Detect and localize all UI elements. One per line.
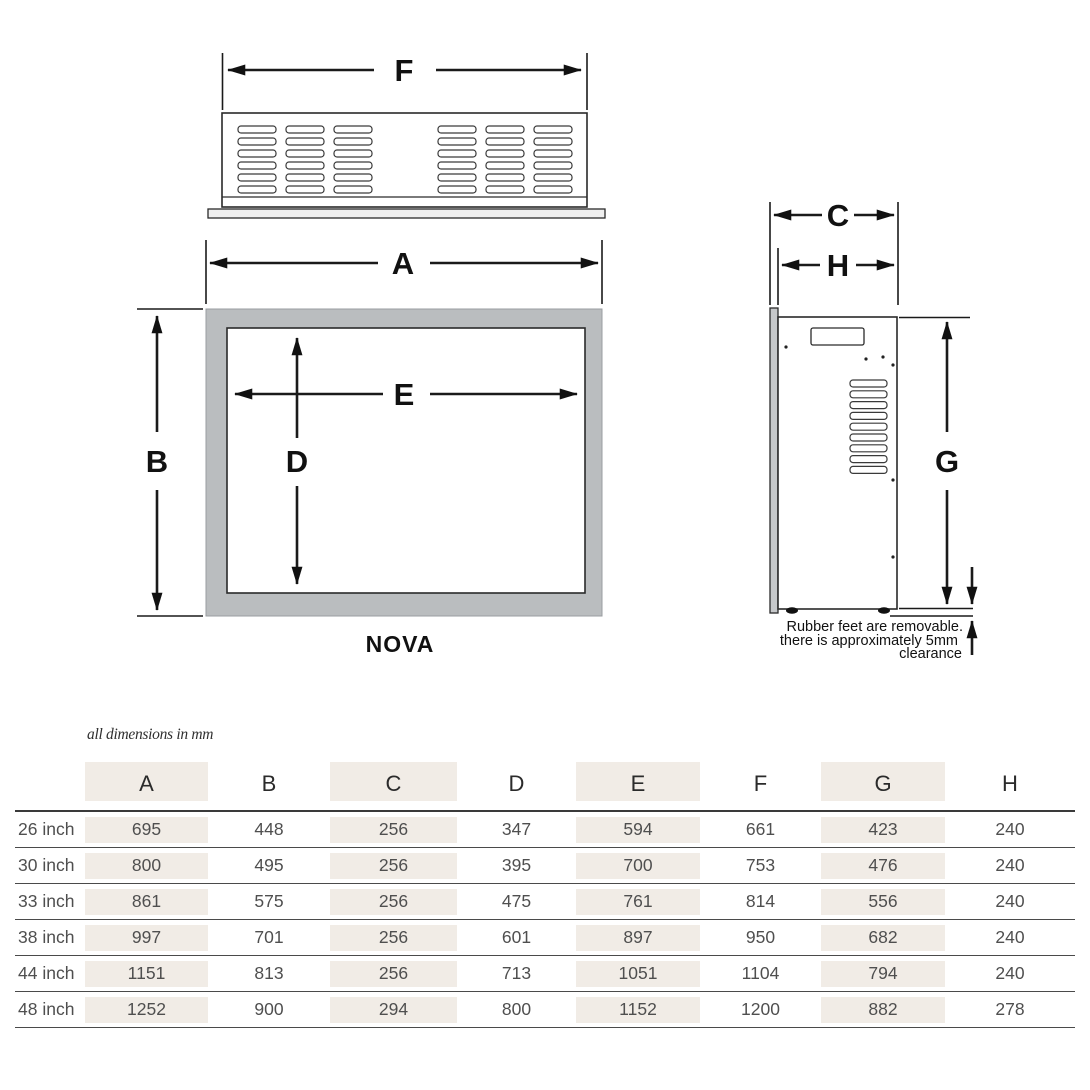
dim-value-B: 900	[208, 992, 330, 1028]
vent-slot	[286, 186, 324, 193]
vent-slot	[438, 138, 476, 145]
dim-value-E: 594	[576, 811, 700, 848]
dim-value-H: 278	[945, 992, 1075, 1028]
vent-slot	[486, 174, 524, 181]
vent-slot	[486, 162, 524, 169]
vent-slot	[238, 162, 276, 169]
col-header-A: A	[85, 758, 208, 811]
dim-value-G: 882	[821, 992, 945, 1028]
front-view	[137, 240, 602, 657]
dim-value-H: 240	[945, 920, 1075, 956]
dim-label-e: E	[393, 377, 415, 412]
note-line-1: Rubber feet are removable.	[786, 619, 963, 635]
row-label: 44 inch	[15, 956, 85, 992]
vent-slot	[438, 186, 476, 193]
col-header-H: H	[945, 758, 1075, 811]
vent-slot	[534, 138, 572, 145]
table-row	[15, 811, 1075, 848]
row-label: 33 inch	[15, 884, 85, 920]
header-row	[15, 758, 1075, 811]
dim-value-B: 575	[208, 884, 330, 920]
vent-slot	[286, 138, 324, 145]
junction-box	[811, 328, 864, 345]
side-vent-grid	[850, 380, 887, 473]
side-view	[770, 198, 973, 662]
vent-slot	[286, 174, 324, 181]
dim-value-H: 240	[945, 848, 1075, 884]
col-header-C: C	[330, 758, 457, 811]
dim-label-c: C	[826, 198, 850, 233]
note-line-3: clearance	[899, 646, 962, 662]
table-row	[15, 956, 1075, 992]
vent-slot	[534, 126, 572, 133]
model-name: NOVA	[365, 631, 435, 657]
dim-value-B: 495	[208, 848, 330, 884]
dim-value-D: 395	[457, 848, 576, 884]
dim-value-G: 476	[821, 848, 945, 884]
dim-value-D: 347	[457, 811, 576, 848]
dim-value-D: 475	[457, 884, 576, 920]
dim-label-f: F	[394, 53, 414, 88]
dim-value-B: 701	[208, 920, 330, 956]
vent-slot	[334, 126, 372, 133]
vent-slot	[850, 391, 887, 398]
vent-slot	[534, 186, 572, 193]
dim-value-G: 682	[821, 920, 945, 956]
vent-slot	[286, 162, 324, 169]
dim-label-a: A	[391, 246, 415, 281]
vent-slot	[438, 150, 476, 157]
vent-slot	[334, 174, 372, 181]
vent-slot	[850, 434, 887, 441]
vent-slot	[534, 150, 572, 157]
dim-value-F: 753	[700, 848, 821, 884]
vent-slot	[238, 150, 276, 157]
vent-slot	[486, 126, 524, 133]
vent-slot	[334, 138, 372, 145]
dim-value-C: 294	[330, 992, 457, 1028]
base-plate	[208, 209, 605, 218]
vent-slot	[438, 126, 476, 133]
dim-value-E: 1051	[576, 956, 700, 992]
table-row	[15, 992, 1075, 1028]
dim-value-F: 661	[700, 811, 821, 848]
dim-value-C: 256	[330, 848, 457, 884]
vent-slot	[334, 186, 372, 193]
dimensions-table	[15, 758, 1075, 1028]
rubber-feet-note	[780, 619, 963, 662]
vent-slot	[486, 186, 524, 193]
table-row	[15, 920, 1075, 956]
front-flange	[770, 308, 778, 613]
dim-value-E: 897	[576, 920, 700, 956]
row-label: 26 inch	[15, 811, 85, 848]
vent-slot	[850, 412, 887, 419]
dim-value-A: 695	[85, 811, 208, 848]
table-row	[15, 848, 1075, 884]
dim-value-A: 1252	[85, 992, 208, 1028]
vent-slot	[486, 150, 524, 157]
vent-slot	[850, 380, 887, 387]
dim-value-F: 1104	[700, 956, 821, 992]
dim-value-D: 800	[457, 992, 576, 1028]
dim-value-H: 240	[945, 811, 1075, 848]
vent-slot	[238, 126, 276, 133]
dim-label-d: D	[285, 444, 309, 479]
dim-value-H: 240	[945, 956, 1075, 992]
dim-value-A: 997	[85, 920, 208, 956]
note-line-2: there is approximately 5mm	[779, 633, 958, 649]
dim-value-D: 713	[457, 956, 576, 992]
front-opening	[227, 328, 585, 593]
dim-value-A: 861	[85, 884, 208, 920]
table-row	[15, 884, 1075, 920]
vent-slot	[534, 162, 572, 169]
vent-slot	[850, 402, 887, 409]
dim-value-G: 423	[821, 811, 945, 848]
dimensions-table-body	[15, 811, 1075, 1028]
dim-value-F: 950	[700, 920, 821, 956]
dim-label-h: H	[826, 248, 850, 283]
dim-value-C: 256	[330, 884, 457, 920]
col-header-E: E	[576, 758, 700, 811]
dim-value-F: 1200	[700, 992, 821, 1028]
dim-value-D: 601	[457, 920, 576, 956]
col-header-G: G	[821, 758, 945, 811]
dim-value-G: 794	[821, 956, 945, 992]
dim-value-A: 800	[85, 848, 208, 884]
dim-label-b: B	[145, 444, 169, 479]
dim-value-C: 256	[330, 956, 457, 992]
vent-slot	[486, 138, 524, 145]
vent-slot	[286, 150, 324, 157]
vent-slot	[238, 138, 276, 145]
dim-value-C: 256	[330, 920, 457, 956]
top-view	[208, 53, 605, 218]
dim-value-E: 761	[576, 884, 700, 920]
dim-value-E: 700	[576, 848, 700, 884]
vent-slot	[334, 162, 372, 169]
vent-slot	[850, 466, 887, 473]
row-label: 38 inch	[15, 920, 85, 956]
col-header-B: B	[208, 758, 330, 811]
dimensions-caption: all dimensions in mm	[87, 726, 214, 743]
col-header-F: F	[700, 758, 821, 811]
dim-value-A: 1151	[85, 956, 208, 992]
vent-slot	[238, 186, 276, 193]
vent-slot	[850, 423, 887, 430]
dim-value-C: 256	[330, 811, 457, 848]
vent-slot	[238, 174, 276, 181]
dim-value-H: 240	[945, 884, 1075, 920]
vent-slot	[438, 162, 476, 169]
dim-value-B: 448	[208, 811, 330, 848]
vent-slot	[438, 174, 476, 181]
vent-slot	[534, 174, 572, 181]
row-label: 30 inch	[15, 848, 85, 884]
dim-value-E: 1152	[576, 992, 700, 1028]
vent-slot	[850, 456, 887, 463]
dim-value-G: 556	[821, 884, 945, 920]
vent-slot	[286, 126, 324, 133]
dim-value-B: 813	[208, 956, 330, 992]
row-label: 48 inch	[15, 992, 85, 1028]
vent-slot	[334, 150, 372, 157]
corner-cell	[15, 758, 85, 811]
col-header-D: D	[457, 758, 576, 811]
dim-value-F: 814	[700, 884, 821, 920]
vent-slot	[850, 445, 887, 452]
dim-label-g: G	[934, 444, 960, 479]
